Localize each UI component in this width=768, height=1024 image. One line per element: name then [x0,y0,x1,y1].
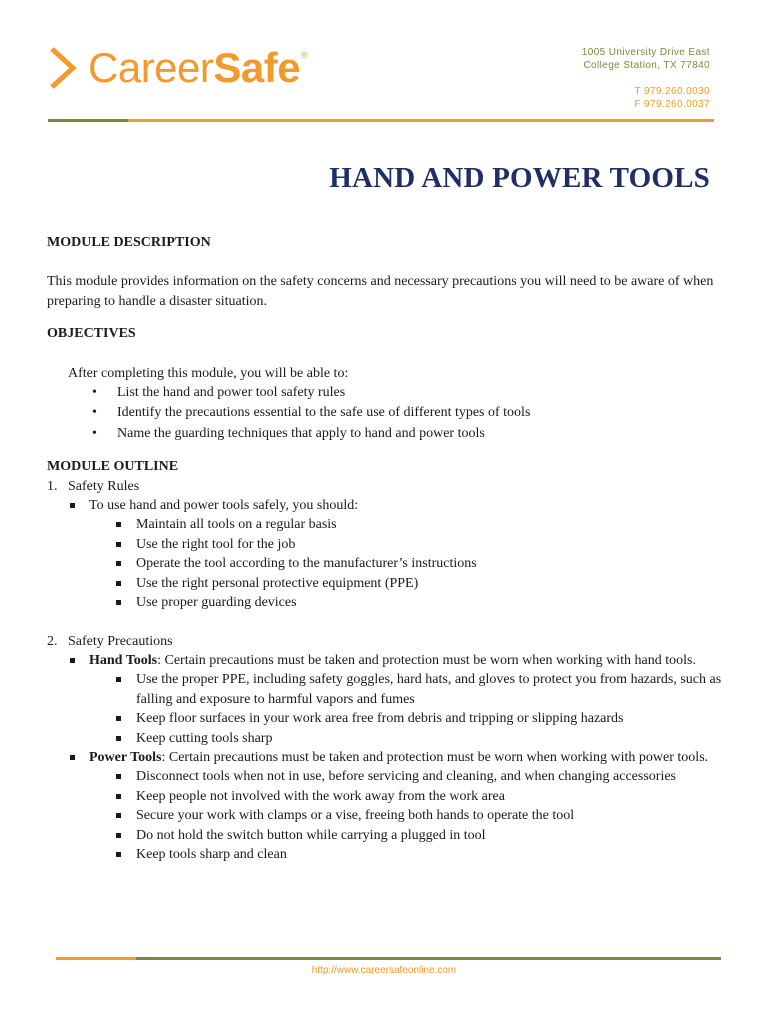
list-item: • Identify the precautions essential to the safe use of different types of tools [117,403,727,422]
list-item: Do not hold the switch button while carrying a plugged in tool [136,826,727,845]
list-item: Use the proper PPE, including safety goggles, hard hats, and gloves to protect you from hazards, such as falling and exposure to harmful vapors and fumes [136,670,727,709]
list-item-hand-tools [89,651,727,748]
header-divider [48,119,714,122]
list-item: Maintain all tools on a regular basis [136,515,727,534]
section-heading-description: MODULE DESCRIPTION [47,235,211,250]
list-item: Keep people not involved with the work away from the work area [136,787,727,806]
list-item: Keep tools sharp and clean [136,845,727,864]
list-item: Keep cutting tools sharp [136,729,727,748]
list-item [89,496,727,612]
outline-list [47,477,727,865]
chevron-right-icon [48,45,78,91]
list-item: Use proper guarding devices [136,593,727,612]
list-item: • Name the guarding techniques that apply to hand and power tools [117,424,727,443]
safety-rules-list [68,496,727,612]
power-tools-label: Power Tools [89,749,162,765]
objectives-intro: After completing this module, you will be able to: [68,365,349,381]
document-body [47,233,727,864]
section-heading-objectives: OBJECTIVES [47,326,136,342]
address-line-1: 1005 University Drive East [581,47,710,58]
logo-wordmark [88,44,308,91]
outline-item-title: Safety Rules [68,478,140,494]
contact-block [582,46,710,111]
description-text: This module provides information on the safety concerns and necessary precautions you will need to be aware of when preparing to handle a disaster situation. [47,274,714,309]
footer-url: http://www.careersafeonline.com [311,965,457,976]
registered-mark: ® [301,50,308,60]
safety-precautions-list [68,651,727,864]
list-item: Secure your work with clamps or a vise, freeing both hands to operate the tool [136,806,727,825]
phone-number: T 979.260.0030 [634,86,710,97]
outline-item-safety-precautions [47,632,727,865]
power-tools-bullets [89,767,727,864]
outline-number: 1. [47,478,58,494]
list-item: • List the hand and power tool safety rules [117,383,727,402]
objectives-list [47,383,727,443]
outline-item-title: Safety Precautions [68,633,173,649]
careersafe-logo [48,40,307,96]
logo-safe-text: Safe [213,44,301,91]
list-item: Use the right personal protective equipment (PPE) [136,574,727,593]
safety-rules-lead: To use hand and power tools safely, you should: [89,498,359,514]
safety-rules-bullets [89,515,727,612]
address-line-2: College Station, TX 77840 [583,60,710,71]
outline-number: 2. [47,633,58,649]
list-item-power-tools [89,748,727,864]
outline-item-safety-rules [47,477,727,613]
section-heading-outline: MODULE OUTLINE [47,459,179,475]
logo-career-text: Career [88,44,214,91]
power-tools-text: : Certain precautions must be taken and protection must be worn when working with power tools. [161,749,709,765]
hand-tools-label: Hand Tools [89,652,158,668]
list-item: Keep floor surfaces in your work area free from debris and tripping or slipping hazards [136,709,727,728]
list-item: Operate the tool according to the manufacturer’s instructions [136,554,727,573]
hand-tools-bullets [89,670,727,748]
footer-divider [56,957,721,960]
list-item: Use the right tool for the job [136,535,727,554]
hand-tools-text: : Certain precautions must be taken and protection must be worn when working with hand tools. [157,652,696,668]
list-item: Disconnect tools when not in use, before servicing and cleaning, and when changing accessories [136,767,727,786]
page-title: HAND AND POWER TOOLS [329,162,710,194]
fax-number: F 979.260.0037 [634,99,710,110]
